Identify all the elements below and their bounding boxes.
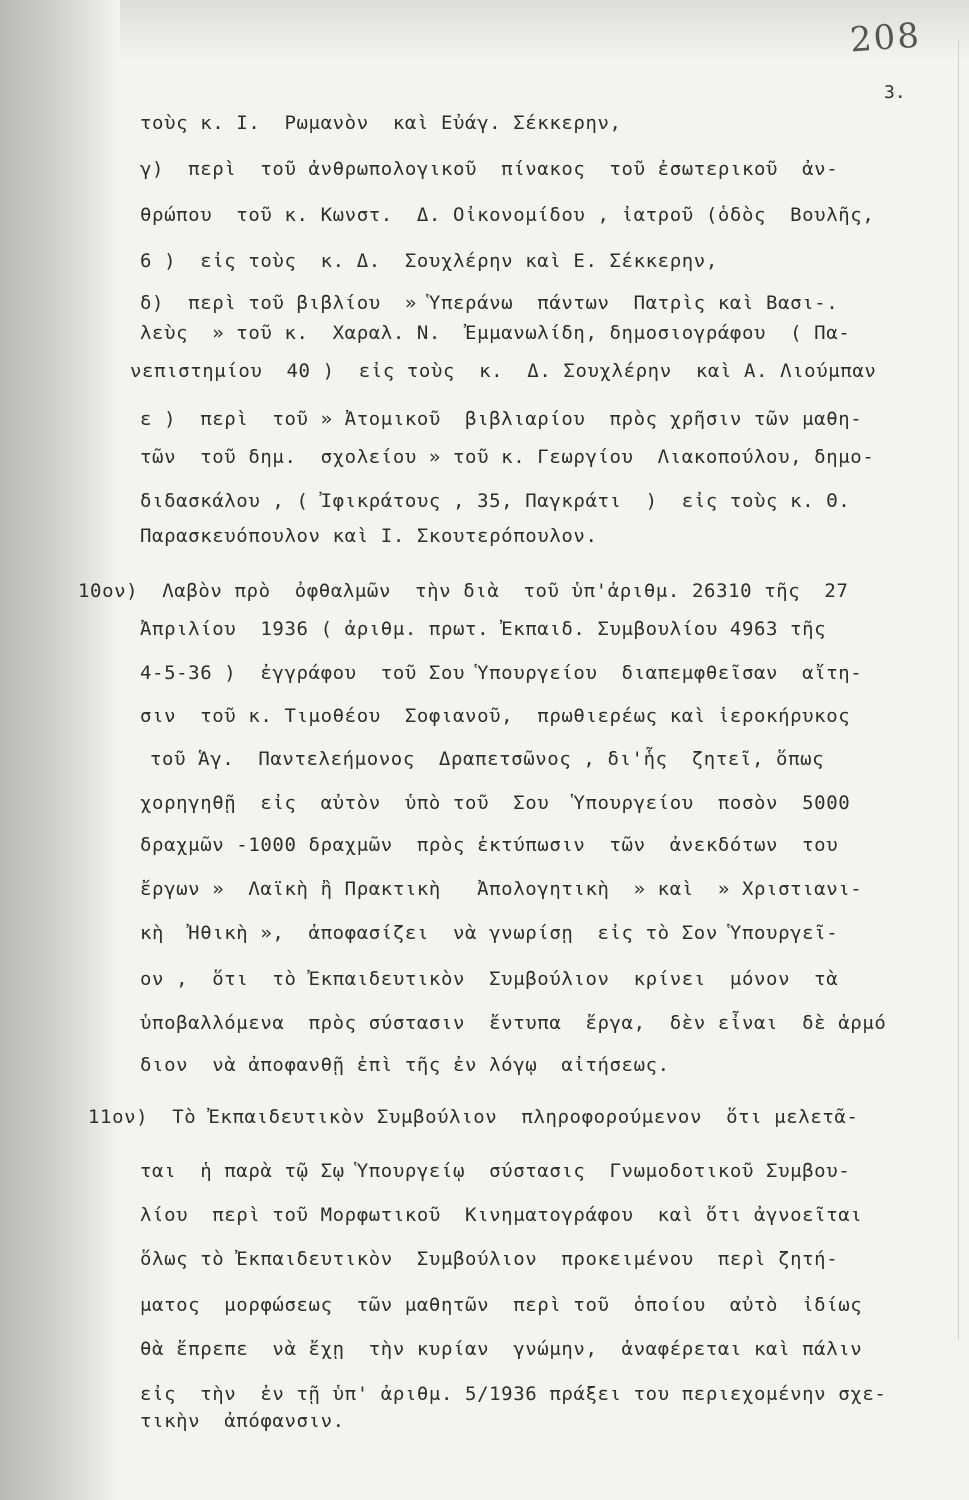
text-line: θρώπου τοῦ κ. Κωνστ. Δ. Οἰκονομίδου , ἰατροῦ (ὁδὸς Βουλῆς, [140, 204, 875, 226]
text-line: θὰ ἔπρεπε νὰ ἔχῃ τὴν κυρίαν γνώμην, ἀναφέρεται καὶ πάλιν [140, 1338, 863, 1360]
text-line: εἰς τὴν ἐν τῇ ὑπ' ἀριθμ. 5/1936 πράξει του περιεχομένην σχε- [140, 1383, 887, 1405]
text-line: δραχμῶν -1000 δραχμῶν πρὸς ἐκτύπωσιν τῶν ἀνεκδότων του [140, 834, 839, 856]
top-shadow [120, 0, 969, 60]
text-line: Ἀπριλίου 1936 ( ἀριθμ. πρωτ. Ἐκπαιδ. Συμβουλίου 4963 τῆς [140, 618, 827, 640]
page-gutter-shadow [0, 0, 120, 1500]
text-line: τοῦ Ἁγ. Παντελεήμονος Δραπετσῶνος , δι'ἧς ζητεῖ, ὅπως [150, 748, 825, 770]
text-line: χορηγηθῇ εἰς αὐτὸν ὑπὸ τοῦ Σου Ὑπουργείου ποσὸν 5000 [140, 792, 851, 814]
text-line: ματος μορφώσεως τῶν μαθητῶν περὶ τοῦ ὁποίου αὐτὸ ἰδίως [140, 1294, 863, 1316]
text-line: λεὺς » τοῦ κ. Χαραλ. Ν. Ἐμμανωλίδη, δημοσιογράφου ( Πα- [140, 322, 851, 344]
text-line: ται ἡ παρὰ τῷ Σῳ Ὑπουργείῳ σύστασις Γνωμοδοτικοῦ Συμβου- [140, 1160, 851, 1182]
archive-number: 208 [848, 15, 923, 61]
text-line: ον , ὅτι τὸ Ἐκπαιδευτικὸν Συμβούλιον κρίνει μόνον τὰ [140, 968, 839, 990]
text-line: διον νὰ ἀποφανθῇ ἐπὶ τῆς ἐν λόγῳ αἰτήσεως. [140, 1054, 670, 1076]
text-line: τῶν τοῦ δημ. σχολείου » τοῦ κ. Γεωργίου Λιακοπούλου, δημο- [140, 446, 875, 468]
text-line: ἔργων » Λαϊκὴ ἢ Πρακτικὴ Ἀπολογητικὴ » καὶ » Χριστιανι- [140, 878, 863, 900]
text-line: ὑποβαλλόμενα πρὸς σύστασιν ἔντυπα ἔργα, δὲν εἶναι δὲ ἁρμό [140, 1012, 887, 1034]
page-number: 3. [884, 82, 906, 103]
text-line: Παρασκευόπουλον καὶ Ι. Σκουτερόπουλον. [140, 525, 598, 547]
text-line: ὅλως τὸ Ἐκπαιδευτικὸν Συμβούλιον προκειμένου περὶ ζητή- [140, 1248, 839, 1270]
text-line: κὴ Ἠθικὴ », ἀποφασίζει νὰ γνωρίσῃ εἰς τὸ Σον Ὑπουργεῖ- [140, 922, 839, 944]
text-line: δ) περὶ τοῦ βιβλίου » Ὑπεράνω πάντων Πατρὶς καὶ Βασι-. [140, 292, 839, 314]
text-line: 4-5-36 ) ἐγγράφου τοῦ Σου Ὑπουργείου διαπεμφθεῖσαν αἴτη- [140, 662, 863, 684]
text-line: τικὴν ἀπόφανσιν. [140, 1410, 345, 1432]
text-line: λίου περὶ τοῦ Μορφωτικοῦ Κινηματογράφου καὶ ὅτι ἀγνοεῖται [140, 1204, 863, 1226]
right-margin-line [958, 40, 959, 1340]
text-line: 11ον) Τὸ Ἐκπαιδευτικὸν Συμβούλιον πληροφορούμενον ὅτι μελετᾶ- [88, 1106, 859, 1128]
text-line: τοὺς κ. Ι. Ρωμανὸν καὶ Εὐάγ. Σέκκερην, [140, 112, 622, 134]
text-line: 10ον) Λαβὸν πρὸ ὀφθαλμῶν τὴν διὰ τοῦ ὑπ'ἀριθμ. 26310 τῆς 27 [78, 580, 849, 602]
text-line: ε ) περὶ τοῦ » Ἀτομικοῦ βιβλιαρίου πρὸς χρῆσιν τῶν μαθη- [140, 408, 863, 430]
text-line: νεπιστημίου 40 ) εἰς τοὺς κ. Δ. Σουχλέρην καὶ Α. Λιούμπαν [130, 360, 877, 382]
text-line: σιν τοῦ κ. Τιμοθέου Σοφιανοῦ, πρωθιερέως καὶ ἱεροκήρυκος [140, 705, 851, 727]
text-line: 6 ) εἰς τοὺς κ. Δ. Σουχλέρην καὶ Ε. Σέκκερην, [140, 250, 718, 272]
text-line: διδασκάλου , ( Ἰφικράτους , 35, Παγκράτι ) εἰς τοὺς κ. Θ. [140, 490, 851, 512]
text-line: γ) περὶ τοῦ ἀνθρωπολογικοῦ πίνακος τοῦ ἐσωτερικοῦ ἀν- [140, 158, 839, 180]
